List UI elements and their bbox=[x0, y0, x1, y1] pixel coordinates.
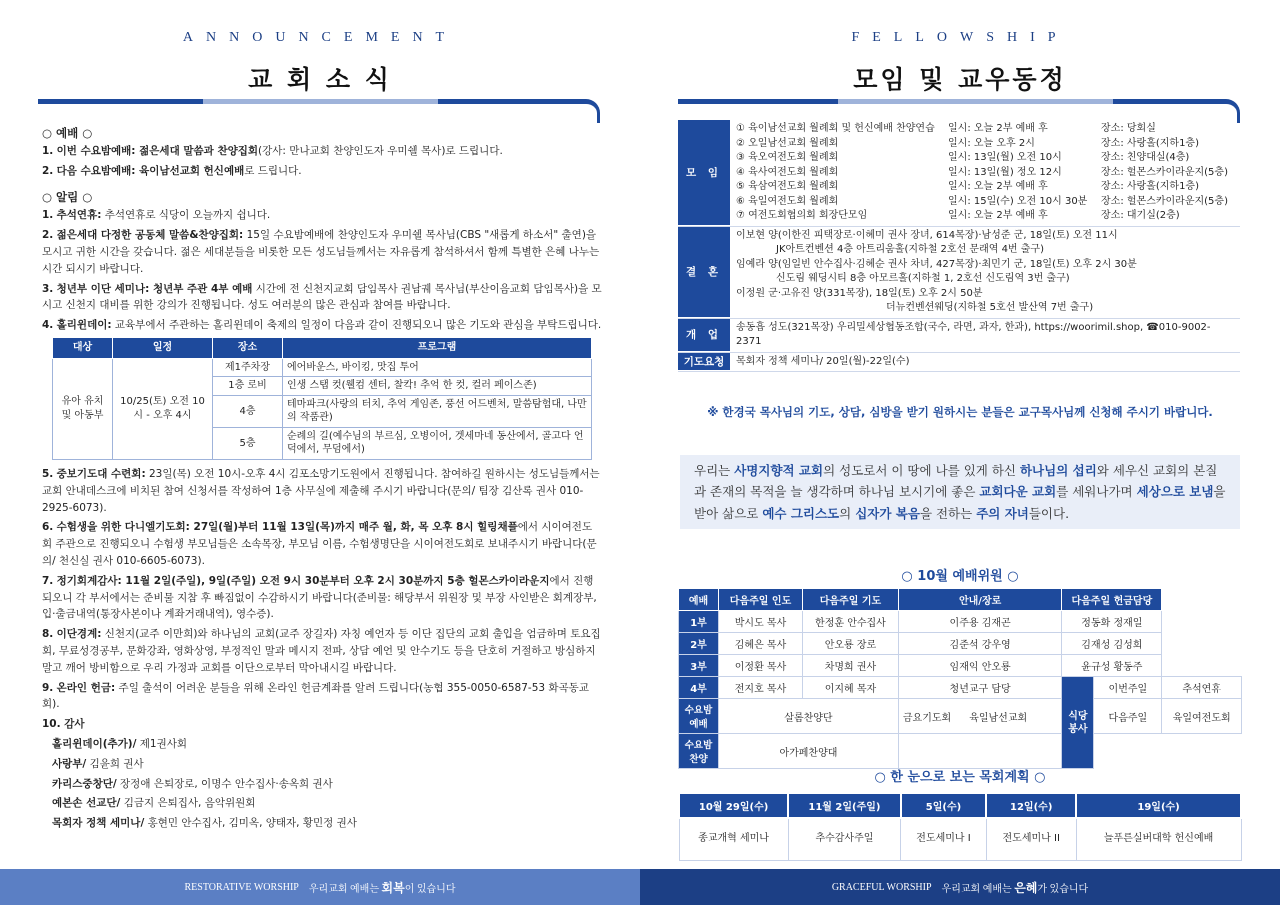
table-row bbox=[679, 699, 1242, 734]
program-detail: 에어바운스, 바이킹, 맛집 투어 bbox=[283, 358, 592, 377]
vision-fragment: 을 전하는 bbox=[919, 505, 977, 521]
item-bold: 예본손 선교단/ bbox=[52, 797, 121, 810]
item-bold: 온라인 헌금: bbox=[56, 681, 116, 694]
vision-fragment: 의 bbox=[839, 505, 856, 521]
list-item bbox=[42, 680, 602, 714]
meeting-row bbox=[736, 195, 1234, 210]
item-text: 홍현민 안수집사, 김미옥, 양태자, 황민정 권사 bbox=[144, 817, 357, 830]
item-text: (강사: 만나교회 찬양인도자 우미쉘 목사)로 드립니다. bbox=[258, 145, 503, 158]
item-text: 제1권사회 bbox=[136, 737, 188, 750]
item-bold: 목회자 정책 세미나/ bbox=[52, 817, 145, 830]
committee-cell: 3부 bbox=[679, 655, 719, 677]
meal-value: 추석연휴 bbox=[1162, 677, 1242, 699]
prayer-text: 목회자 정책 세미나/ 20일(월)-22일(수) bbox=[736, 355, 910, 367]
committee-header: 다음주일 헌금담당 bbox=[1062, 589, 1162, 611]
list-item bbox=[52, 795, 602, 812]
program-detail: 테마파크(사랑의 터치, 추억 게임존, 풍선 어드벤처, 말씀탐험대, 나만의 작품관) bbox=[283, 395, 592, 427]
committee-cell: 4부 bbox=[679, 677, 719, 699]
list-item bbox=[42, 281, 602, 315]
item-number: 2. bbox=[42, 165, 54, 178]
item-text: 15일 수요밤예배에 찬양인도자 우미쉘 목사님(CBS "새롭게 하소서" 출연)을 모시고 귀한 시간을 갖습니다. 젊은 세대분들을 비롯한 모든 성도님들께서는 자유롭게 참석하셔서 함께 특별한 은혜 나누는 시간 되시기 바랍니다. bbox=[42, 229, 600, 275]
committee-cell: 윤규성 황동주 bbox=[1062, 655, 1162, 677]
program-place: 5층 bbox=[213, 427, 283, 459]
list-item bbox=[52, 815, 602, 832]
committee-cell: 2부 bbox=[679, 633, 719, 655]
table-row bbox=[679, 655, 1242, 677]
wedding-line: 임예라 양(임일빈 안수집사·김혜순 권사 차녀, 427목장)·최민기 군, 18일(토) 오후 2시 30분 bbox=[736, 258, 1137, 270]
footer-keyword: 은혜 bbox=[1014, 880, 1038, 895]
opening-label: 개 업 bbox=[678, 319, 730, 352]
meeting-time: 일시: 오늘 2부 예배 후 bbox=[948, 210, 1048, 221]
table-row bbox=[679, 677, 1242, 699]
item-text: 에서 시이여전도회 주관으로 진행되오니 수험생 부모님들은 소속목장, 부모님 이름, 수험생명단을 시이여전도회로 보내주시기 바랍니다(문의/ 천신실 권사 010-6605-6073). bbox=[42, 521, 597, 567]
item-number: 3. bbox=[42, 282, 54, 295]
thanks-title: 10. 감사 bbox=[42, 718, 85, 731]
wed-praise-value: 아가페찬양대 bbox=[719, 734, 899, 769]
vision-fragment: 사명지향적 교회 bbox=[734, 463, 824, 478]
fellowship-page bbox=[640, 0, 1280, 905]
meeting-list bbox=[730, 120, 1240, 226]
vision-fragment: 의 성도로서 이 땅에 나를 있게 하신 bbox=[823, 463, 1020, 478]
meeting-row bbox=[736, 209, 1234, 224]
meal-week: 다음주일 bbox=[1094, 699, 1162, 734]
program-detail: 인생 스탭 컷(웰컴 센터, 찰칵! 추억 한 컷, 컬러 페이스존) bbox=[283, 377, 592, 396]
announcement-title: 교 회 소 식 bbox=[248, 65, 392, 94]
program-header: 장소 bbox=[213, 337, 283, 358]
plan-title: ○ 한 눈으로 보는 목회계획 ○ bbox=[874, 770, 1046, 785]
item-text: 김윤희 권사 bbox=[86, 757, 144, 770]
meeting-name: ⑥ 육일여전도회 월례회 bbox=[736, 195, 839, 207]
committee-cell: 이주용 김재곤 bbox=[898, 611, 1061, 633]
announcement-kicker: ANNOUNCEMENT bbox=[182, 30, 458, 45]
worship-committee-table bbox=[678, 588, 1242, 769]
program-place: 1층 로비 bbox=[213, 377, 283, 396]
meeting-time: 일시: 13일(월) 오전 10시 bbox=[948, 152, 1062, 163]
program-table bbox=[52, 337, 592, 460]
committee-cell: 김혜은 목사 bbox=[719, 633, 803, 655]
plan-date: 11월 2일(주일) bbox=[788, 793, 901, 818]
meeting-label: 모 임 bbox=[678, 120, 730, 226]
plan-date: 19일(수) bbox=[1076, 793, 1241, 818]
item-number: 5. bbox=[42, 467, 54, 480]
committee-header: 다음주일 인도 bbox=[719, 589, 803, 611]
item-bold: 카리스중창단/ bbox=[52, 777, 117, 790]
fellowship-title: 모임 및 교우동정 bbox=[853, 65, 1067, 94]
vision-fragment: 와 세우신 교회의 본질과 존재의 목적을 늘 생각하며 하나님 보시기에 좋은 bbox=[694, 463, 1218, 500]
footer-english: GRACEFUL WORSHIP bbox=[831, 881, 932, 893]
meeting-place: 장소: 사랑홀(지하1층) bbox=[1101, 137, 1199, 149]
committee-cell: 이정환 목사 bbox=[719, 655, 803, 677]
vision-statement bbox=[680, 455, 1240, 529]
wed-night-value: 살롬찬양단 bbox=[719, 699, 899, 734]
meeting-row bbox=[736, 166, 1234, 181]
meeting-row bbox=[736, 137, 1234, 152]
meeting-row bbox=[736, 151, 1234, 166]
committee-cell: 청년교구 담당 bbox=[898, 677, 1061, 699]
vision-fragment: 주의 자녀 bbox=[976, 505, 1029, 521]
vision-fragment: 들이다. bbox=[1028, 505, 1070, 521]
meeting-place: 장소: 사랑홀(지하1층) bbox=[1101, 181, 1199, 192]
right-footer bbox=[640, 869, 1280, 905]
plan-event: 전도세미나 I bbox=[901, 818, 987, 860]
pastor-notice: ※ 한경국 목사님의 기도, 상담, 심방을 받기 원하시는 분들은 교구목사님께 신청해 주시기 바랍니다. bbox=[707, 405, 1213, 419]
committee-cell: 박시도 목사 bbox=[719, 611, 803, 633]
list-item bbox=[42, 519, 602, 569]
wed-night-label: 수요밤예배 bbox=[679, 699, 719, 734]
wedding-list bbox=[730, 227, 1240, 318]
item-text: 김금지 은퇴집사, 음악위원회 bbox=[120, 797, 256, 810]
list-item bbox=[42, 207, 602, 224]
item-bold: 이번 수요밤예배: 젊은세대 말씀과 찬양집회 bbox=[56, 145, 259, 158]
notice-list bbox=[42, 207, 602, 334]
item-bold: 추석연휴: bbox=[56, 209, 102, 222]
meeting-place: 장소: 헐몬스카이라운지(5층) bbox=[1101, 166, 1228, 178]
committee-cell: 김준석 강우영 bbox=[898, 633, 1061, 655]
committee-cell: 정동화 정재일 bbox=[1062, 611, 1162, 633]
left-footer bbox=[0, 869, 640, 905]
program-header: 일정 bbox=[113, 337, 213, 358]
meeting-name: ⑤ 육삼여전도회 월례회 bbox=[736, 181, 839, 192]
committee-cell: 임재익 안오룡 bbox=[898, 655, 1061, 677]
item-bold: 중보기도대 수련회: bbox=[56, 467, 146, 480]
plan-table bbox=[678, 792, 1242, 861]
meeting-name: ② 오일남선교회 월례회 bbox=[736, 137, 839, 149]
table-row bbox=[679, 734, 1242, 769]
meeting-name: ④ 육사여전도회 월례회 bbox=[736, 166, 839, 178]
table-row bbox=[679, 611, 1242, 633]
item-number: 4. bbox=[42, 319, 54, 332]
meal-value: 육일여전도회 bbox=[1162, 699, 1242, 734]
vision-fragment: 를 세워나가며 bbox=[1056, 484, 1137, 500]
item-bold: 홀리윈데이: bbox=[56, 319, 112, 332]
item-number: 1. bbox=[42, 145, 54, 158]
wedding-line: 더뉴컨벤션웨딩(지하철 5호선 발산역 7번 출구) bbox=[886, 302, 1094, 313]
friday-cell bbox=[898, 699, 1061, 734]
plan-event: 추수감사주일 bbox=[788, 818, 901, 860]
footer-text-end: 이 있습니다 bbox=[404, 883, 456, 895]
empty-cell bbox=[898, 734, 1061, 769]
meeting-time: 일시: 13일(월) 정오 12시 bbox=[948, 166, 1062, 178]
fellowship-table bbox=[678, 120, 1240, 372]
footer-text-end: 가 있습니다 bbox=[1037, 883, 1089, 895]
footer-english: RESTORATIVE WORSHIP bbox=[184, 881, 299, 893]
committee-cell: 김재성 김성희 bbox=[1062, 633, 1162, 655]
committee-cell: 전지호 목사 bbox=[719, 677, 803, 699]
wedding-line: 이정원 군·고유진 양(331목장), 18일(토) 오후 2시 50분 bbox=[736, 287, 983, 299]
item-text: 교육부에서 주관하는 홀리윈데이 축제의 일정이 다음과 같이 진행되오니 많은 기도와 관심을 부탁드립니다. bbox=[111, 319, 602, 332]
meeting-name: ③ 육오여전도회 월례회 bbox=[736, 152, 839, 163]
footer-keyword: 회복 bbox=[381, 880, 405, 895]
vision-fragment: 하나님의 섭리 bbox=[1019, 463, 1097, 478]
committee-header: 예배 bbox=[679, 589, 719, 611]
worship-committee-title: ○ 10월 예배위원 ○ bbox=[901, 569, 1019, 584]
item-number: 8. bbox=[42, 628, 54, 641]
meeting-name: ⑦ 여전도회협의회 회장단모임 bbox=[736, 210, 868, 221]
item-text: 신천지(교주 이만희)와 하나님의 교회(교주 장길자) 자칭 예언자 등 이단 집단의 교회 출입을 엄금하며 토요집회, 무료성경공부, 문화강좌, 영화상영, 부정적인 말과 메시지 전파, 상담 예언 및 안수기도 등을 단호히 거절하고 방심하지 말고 깨어 방비함으로 우리 가정과 교회를 이단으로부터 막아내시길 바랍니다. bbox=[42, 628, 601, 674]
committee-header: 안내/장로 bbox=[898, 589, 1061, 611]
plan-date: 5일(수) bbox=[901, 793, 987, 818]
vision-fragment: 교회다운 교회 bbox=[979, 484, 1057, 500]
fellowship-kicker: FELLOWSHIP bbox=[851, 30, 1069, 45]
list-item bbox=[42, 227, 602, 277]
worship-header: ○ 예배 ○ bbox=[42, 126, 93, 140]
announcement-content bbox=[42, 120, 602, 835]
item-bold: 다음 수요밤예배: 육이남선교회 헌신예배 bbox=[56, 165, 245, 178]
wed-praise-label: 수요밤찬양 bbox=[679, 734, 719, 769]
list-item bbox=[42, 466, 602, 516]
item-bold: 청년부 이단 세미나: 청년부 주관 4부 예배 bbox=[56, 282, 253, 295]
meeting-place: 장소: 친양대실(4층) bbox=[1101, 152, 1190, 163]
item-number: 6. bbox=[42, 521, 54, 534]
committee-header: 다음주일 기도 bbox=[803, 589, 899, 611]
item-bold: 젊은세대 다정한 공동체 말씀&찬양집회: bbox=[56, 229, 244, 242]
plan-event: 종교개혁 세미나 bbox=[679, 818, 788, 860]
meeting-place: 장소: 헐몬스카이라운지(5층) bbox=[1101, 195, 1228, 207]
list-item bbox=[42, 573, 602, 623]
wedding-line: JK아트컨벤션 4층 아트리움홀(지하철 2호선 문래역 4번 출구) bbox=[776, 244, 1044, 255]
committee-cell: 한정훈 안수집사 bbox=[803, 611, 899, 633]
meeting-time: 일시: 오늘 오후 2시 bbox=[948, 137, 1035, 149]
item-bold: 홀리윈데이(추가)/ bbox=[52, 737, 137, 750]
list-item bbox=[42, 163, 602, 180]
worship-list bbox=[42, 143, 602, 180]
meal-label: 식당봉사 bbox=[1062, 677, 1094, 769]
item-text: 시간에 전 신천지교회 담임목사 권남궤 목사님(부산이음교회 담임목사)을 모시고 신천지 대비를 위한 강의가 진행됩니다. 성도 여러분의 많은 관심과 참여를 바랍니다. bbox=[42, 282, 602, 312]
list-item bbox=[52, 756, 602, 773]
table-row bbox=[679, 633, 1242, 655]
vision-fragment: 세상으로 보냄 bbox=[1136, 484, 1214, 500]
meeting-time: 일시: 오늘 2부 예배 후 bbox=[948, 181, 1048, 192]
item-number: 7. bbox=[42, 574, 54, 587]
item-text: 장정애 은퇴장로, 이명수 안수집사·송옥희 권사 bbox=[116, 777, 333, 790]
item-bold: 정기회계감사: 11월 2일(주일), 9일(주일) 오전 9시 30분부터 오후 2시 30분까지 5층 헐몬스카이라운지 bbox=[56, 574, 550, 587]
committee-cell: 안오룡 장로 bbox=[803, 633, 899, 655]
program-place: 제1주차장 bbox=[213, 358, 283, 377]
item-text: 로 드립니다. bbox=[244, 165, 302, 178]
meal-week: 이번주일 bbox=[1094, 677, 1162, 699]
item-number: 1. bbox=[42, 209, 54, 222]
item-bold: 사랑부/ bbox=[52, 757, 87, 770]
meeting-row bbox=[736, 122, 1234, 137]
plan-date: 12일(수) bbox=[986, 793, 1076, 818]
plan-event: 전도세미나 II bbox=[986, 818, 1076, 860]
committee-cell: 차명희 권사 bbox=[803, 655, 899, 677]
meeting-row bbox=[736, 180, 1234, 195]
item-bold: 수험생을 위한 다니엘기도회: 27일(월)부터 11월 13일(목)까지 매주 월, 화, 목 오후 8시 힐링채플 bbox=[56, 521, 518, 534]
meeting-time: 일시: 오늘 2부 예배 후 bbox=[948, 123, 1048, 134]
opening-text: 송동흡 성도(321목장) 우리밀세상협동조합(국수, 라면, 과자, 한과), https://woorimil.shop, ☎010-9002-2371 bbox=[736, 321, 1211, 347]
program-header: 대상 bbox=[53, 337, 113, 358]
program-date: 10/25(토) 오전 10시 - 오후 4시 bbox=[113, 358, 213, 459]
notice-list-2 bbox=[42, 466, 602, 713]
program-header: 프로그램 bbox=[283, 337, 592, 358]
vision-fragment: 을 받아 삶으로 bbox=[694, 484, 1226, 521]
footer-text: 우리교회 예배는 bbox=[308, 883, 379, 895]
item-text: 추석연휴로 식당이 오늘까지 쉽니다. bbox=[101, 209, 271, 222]
friday-value: 육일남선교회 bbox=[969, 712, 1028, 724]
plan-event: 늘푸른실버대학 헌신예배 bbox=[1076, 818, 1241, 860]
committee-cell: 이지혜 목자 bbox=[803, 677, 899, 699]
table-row bbox=[53, 358, 592, 377]
prayer-label: 기도요청 bbox=[678, 353, 730, 372]
list-item bbox=[52, 736, 602, 753]
thanks-list bbox=[52, 736, 602, 832]
friday-label: 금요기도회 bbox=[902, 712, 952, 724]
item-number: 9. bbox=[42, 681, 54, 694]
item-text: 에서 진행되오니 각 부서에서는 준비물 지참 후 빠짐없이 수감하시기 바랍니다(준비물: 해당부서 위원장 및 부장 사인받은 회계장부, 입·출금내역(통장사본이나 계좌거래내역), 영수증). bbox=[42, 574, 597, 621]
item-text: 주일 출석이 어려운 분들을 위해 온라인 헌금계좌를 알려 드립니다(농협 355-0050-6587-53 화곡동교회). bbox=[42, 681, 589, 711]
wedding-label: 결 혼 bbox=[678, 227, 730, 318]
list-item bbox=[42, 317, 602, 334]
meeting-place: 장소: 당회실 bbox=[1101, 123, 1156, 134]
program-target: 유아 유치 및 아동부 bbox=[53, 358, 113, 459]
footer-text: 우리교회 예배는 bbox=[941, 883, 1012, 895]
meeting-time: 일시: 15일(수) 오전 10시 30분 bbox=[948, 195, 1088, 207]
vision-fragment: 우리는 bbox=[694, 463, 735, 478]
program-place: 4층 bbox=[213, 395, 283, 427]
plan-date: 10월 29일(수) bbox=[679, 793, 788, 818]
item-number: 2. bbox=[42, 229, 54, 242]
wedding-line: 신도림 웨딩시티 8층 아모르홀(지하철 1, 2호선 신도림역 3번 출구) bbox=[776, 273, 1070, 284]
program-detail: 순례의 길(예수님의 부르심, 오병이어, 겟세마네 동산에서, 골고다 언덕에서, 무덤에서) bbox=[283, 427, 592, 459]
list-item bbox=[52, 776, 602, 793]
committee-cell: 1부 bbox=[679, 611, 719, 633]
meeting-name: ① 육이남선교회 월례회 및 헌신예배 찬양연습 bbox=[736, 123, 935, 134]
vision-fragment: 예수 그리스도 bbox=[762, 505, 840, 521]
vision-fragment: 십자가 복음 bbox=[855, 505, 920, 521]
list-item bbox=[42, 626, 602, 676]
notice-header: ○ 알림 ○ bbox=[42, 189, 93, 204]
meeting-place: 장소: 대기실(2층) bbox=[1101, 210, 1180, 221]
list-item bbox=[42, 143, 602, 160]
item-text: 23일(목) 오전 10시-오후 4시 김포소망기도원에서 진행됩니다. 참여하길 원하시는 성도님들께서는 교회 안내데스크에 비치된 참여 신청서를 작성하여 1층 사무실에 제출해 주시기 바랍니다(문의/ 팀장 김산록 권사 010-2925-6073). bbox=[42, 467, 600, 514]
item-bold: 이단경계: bbox=[56, 628, 102, 641]
wedding-line: 이보현 양(이한진 피택장로·이혜미 권사 장녀, 614목장)·남성준 군, 18일(토) 오전 11시 bbox=[736, 229, 1118, 241]
